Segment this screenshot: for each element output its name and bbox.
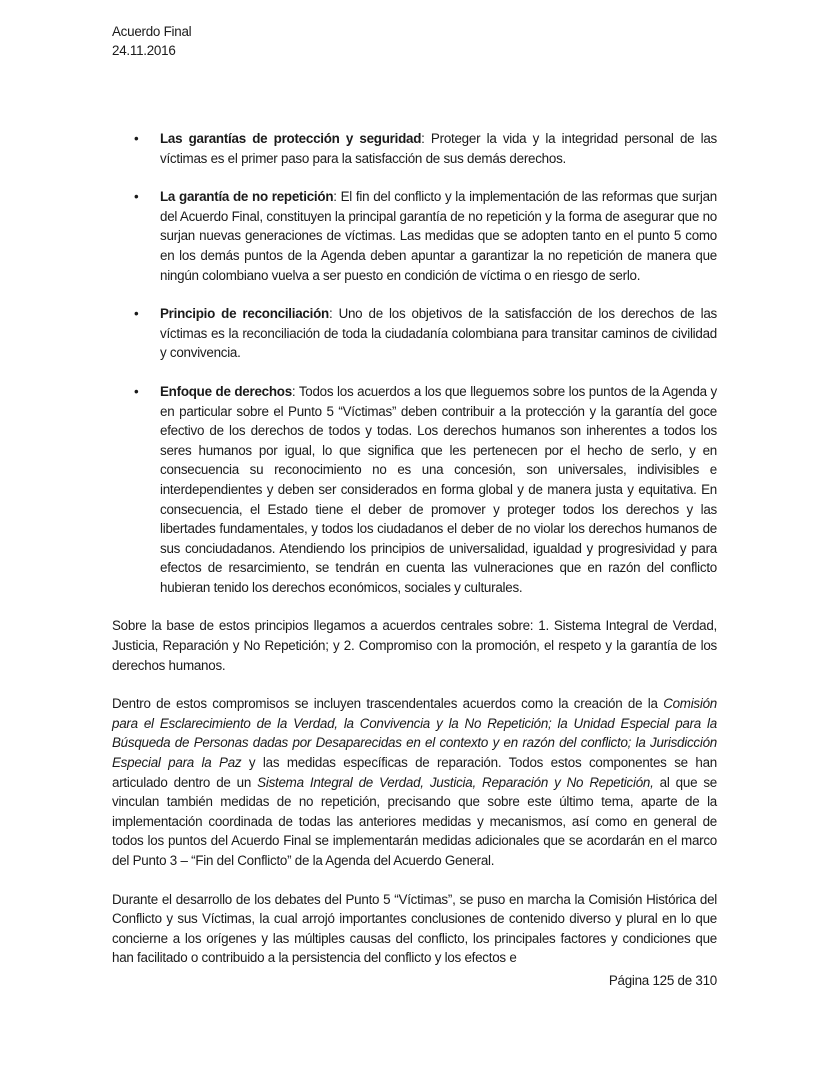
page-number: Página 125 de 310 [608,972,717,988]
text-run: : Todos los acuerdos a los que lleguemos sobre los puntos de la Agenda y en particular sobre el Punto 5 “Víctimas” deben contribuir a la protección y la garantía del goce efectivo de los derechos de todos y todas. Los derechos humanos son inherentes a todos los seres humanos por igual, lo que significa que les pertenecen por el hecho de serlo, y en consecuencia su reconocimiento no es una concesión, son universales, indivisibles e interdependientes y deben ser considerados en forma global y de manera justa y equitativa. En consecuencia, el Estado tiene el deber de promover y proteger todos los derechos y las libertades fundamentales, y todos los ciudadanos el deber de no violar los derechos humanos de sus conciudadanos. Atendiendo los principios de universalidad, igualdad y progresividad y para efectos de resarcimiento, se tendrán en cuenta las vulneraciones que en razón del conflicto hubieran tenido los derechos económicos, sociales y culturales. [160,383,717,595]
bullet-icon: • [134,189,139,205]
text-run: y las medidas específicas de reparación. Todos estos componentes se han articulado dentro de un [112,755,717,790]
paragraph [112,694,717,870]
paragraph [112,616,717,675]
bold-term: La garantía de no repetición [160,189,334,205]
bold-term: Principio de reconciliación [160,306,329,322]
document-date: 24.11.2016 [112,43,176,58]
page-body [112,0,717,1030]
list-item-text [160,306,717,360]
list-item [112,382,717,598]
body-paragraphs [112,616,717,968]
document-title: Acuerdo Final [112,24,192,39]
text-run: Durante el desarrollo de los debates del Punto 5 “Víctimas”, se puso en marcha la Comisión Histórica del Conflicto y sus Víctimas, la cual arrojó importantes conclusiones de contenido diverso y plural en lo que concierne a los orígenes y las múltiples causas del conflicto, los principales factores y condiciones que han facilitado o contribuido a la persistencia del conflicto y los efectos e [112,891,717,966]
list-item-text [160,384,717,595]
principles-list [112,129,717,597]
text-run: al que se vinculan también medidas de no repetición, precisando que sobre este último tema, aparte de la implementación coordinada de todas las anteriores medidas y mecanismos, así como en general de todos los puntos del Acuerdo Final se implementarán medidas adicionales que se acordarán en el marco del Punto 3 – “Fin del Conflicto” de la Agenda del Acuerdo General. [112,774,717,868]
italic-text: Sistema Integral de Verdad, Justicia, Reparación y No Repetición, [257,774,654,790]
text-run: Sobre la base de estos principios llegamos a acuerdos centrales sobre: 1. Sistema Integral de Verdad, Justicia, Reparación y No Repetición; y 2. Compromiso con la promoción, el respeto y la garantía de los derechos humanos. [112,618,717,673]
bullet-icon: • [134,131,139,146]
list-item [112,304,717,363]
paragraph [112,890,717,968]
list-item [112,129,717,168]
list-item-text [160,189,717,282]
bold-term: Enfoque de derechos [160,383,292,399]
text-run: : Uno de los objetivos de la satisfacción de los derechos de las víctimas es la reconciliación de toda la ciudadanía colombiana para transitar caminos de civilidad y convivencia. [160,306,717,361]
italic-text: Comisión para el Esclarecimiento de la Verdad, la Convivencia y la No Repetición; la Unidad Especial para la Búsqueda de Personas dadas por Desaparecidas en el contexto y en razón del conflicto; la Jurisdicción Especial para la Paz [112,696,717,771]
text-run: Dentro de estos compromisos se incluyen trascendentales acuerdos como la creación de la [112,696,664,712]
bullet-icon: • [134,306,139,322]
bullet-icon: • [134,383,139,399]
bold-term: Las garantías de protección y seguridad [160,131,422,146]
list-item [112,187,717,285]
text-run: : Proteger la vida y la integridad personal de las víctimas es el primer paso para la satisfacción de sus demás derechos. [160,131,718,166]
text-run: : El fin del conflicto y la implementación de las reformas que surjan del Acuerdo Final, constituyen la principal garantía de no repetición y la forma de asegurar que no surjan nuevas generaciones de víctimas. Las medidas que se adopten tanto en el punto 5 como en los demás puntos de la Agenda deben apuntar a garantizar la no repetición de manera que ningún colombiano vuelva a ser puesto en condición de víctima o en riesgo de serlo. [160,189,718,283]
list-item-text [160,131,717,166]
